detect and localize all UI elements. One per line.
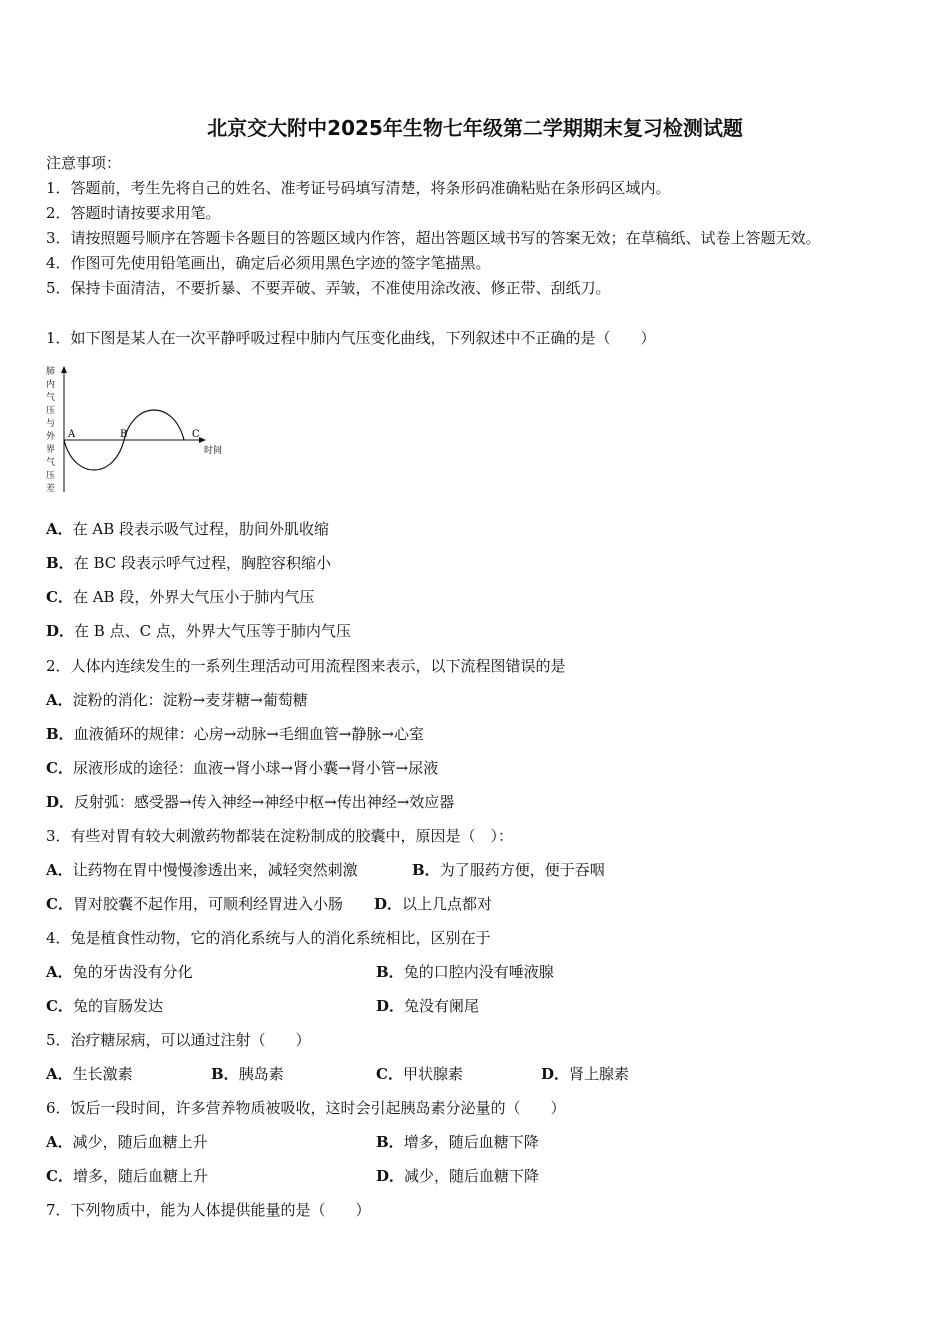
y-axis-label bbox=[46, 365, 56, 494]
question-1-stem: 1．如下图是某人在一次平静呼吸过程中肺内气压变化曲线，下列叙述中不正确的是（ ） bbox=[46, 329, 656, 347]
q6-option-c: C．增多，随后血糖上升 bbox=[46, 1167, 208, 1185]
q4-option-a: A．兔的牙齿没有分化 bbox=[46, 963, 193, 981]
y-axis-arrow-icon bbox=[61, 366, 67, 373]
y-label-char: 与 bbox=[46, 419, 56, 429]
x-axis-arrow-icon bbox=[199, 437, 206, 443]
question-5-stem: 5．治疗糖尿病，可以通过注射（ ） bbox=[46, 1031, 311, 1049]
q4-option-c: C．兔的盲肠发达 bbox=[46, 997, 163, 1015]
question-4-stem: 4．兔是植食性动物，它的消化系统与人的消化系统相比，区别在于 bbox=[46, 929, 491, 947]
x-axis-label: 时间 bbox=[204, 446, 223, 456]
point-label: A bbox=[68, 429, 76, 440]
y-label-char: 压 bbox=[46, 471, 56, 481]
q3-option-b: B．为了服药方便，便于吞咽 bbox=[412, 861, 605, 879]
note-item: 1．答题前，考生先将自己的姓名、准考证号码填写清楚，将条形码准确粘贴在条形码区域内。 bbox=[46, 179, 671, 197]
question-3-stem: 3．有些对胃有较大刺激药物都装在淀粉制成的胶囊中，原因是（ ）： bbox=[46, 827, 514, 845]
y-label-char: 肺 bbox=[46, 367, 56, 377]
y-label-char: 界 bbox=[46, 445, 56, 455]
q4-option-b: B．兔的口腔内没有唾液腺 bbox=[376, 963, 554, 981]
notes-heading: 注意事项： bbox=[46, 154, 122, 172]
y-label-char: 气 bbox=[46, 393, 56, 403]
q2-option-a: A．淀粉的消化：淀粉→麦芽糖→葡萄糖 bbox=[46, 691, 308, 709]
page-title: 北京交大附中2025年生物七年级第二学期期末复习检测试题 bbox=[207, 116, 743, 140]
note-item: 2．答题时请按要求用笔。 bbox=[46, 204, 221, 222]
note-item: 4．作图可先使用铅笔画出，确定后必须用黑色字迹的签字笔描黑。 bbox=[46, 254, 491, 272]
note-item: 3．请按照题号顺序在答题卡各题目的答题区域内作答，超出答题区域书写的答案无效；在草稿纸、试卷上答题无效。 bbox=[46, 229, 821, 247]
q3-option-d: D．以上几点都对 bbox=[374, 895, 493, 913]
q1-option-b: B．在 BC 段表示呼气过程，胸腔容积缩小 bbox=[46, 554, 332, 572]
note-item: 5．保持卡面清洁，不要折暴、不要弄破、弄皱，不准使用涂改液、修正带、刮纸刀。 bbox=[46, 279, 611, 297]
q3-option-a: A．让药物在胃中慢慢渗透出来，减轻突然刺激 bbox=[46, 861, 358, 879]
q5-option-d: D．肾上腺素 bbox=[541, 1065, 630, 1083]
y-label-char: 差 bbox=[46, 484, 56, 494]
q1-option-d: D．在 B 点、C 点，外界大气压等于肺内气压 bbox=[46, 622, 351, 640]
question-2-stem: 2．人体内连续发生的一系列生理活动可用流程图来表示，以下流程图错误的是 bbox=[46, 657, 566, 675]
q1-option-c: C．在 AB 段，外界大气压小于肺内气压 bbox=[46, 588, 315, 606]
q6-option-d: D．减少，随后血糖下降 bbox=[376, 1167, 540, 1185]
y-label-char: 气 bbox=[46, 458, 56, 468]
q3-option-c: C．胃对胶囊不起作用，可顺利经胃进入小肠 bbox=[46, 895, 343, 913]
q2-option-b: B．血液循环的规律：心房→动脉→毛细血管→静脉→心室 bbox=[46, 725, 424, 743]
y-label-char: 外 bbox=[46, 432, 56, 442]
y-label-char: 内 bbox=[46, 380, 56, 390]
q6-option-a: A．减少，随后血糖上升 bbox=[46, 1133, 208, 1151]
question-6-stem: 6．饭后一段时间，许多营养物质被吸收，这时会引起胰岛素分泌量的（ ） bbox=[46, 1099, 566, 1117]
question-7-stem: 7．下列物质中，能为人体提供能量的是（ ） bbox=[46, 1201, 371, 1219]
q2-option-c: C．尿液形成的途径：血液→肾小球→肾小囊→肾小管→尿液 bbox=[46, 759, 439, 777]
q5-option-c: C．甲状腺素 bbox=[376, 1065, 463, 1083]
q2-option-d: D．反射弧：感受器→传入神经→神经中枢→传出神经→效应器 bbox=[46, 793, 455, 811]
point-label: C bbox=[192, 429, 200, 440]
q4-option-d: D．兔没有阑尾 bbox=[376, 997, 480, 1015]
y-label-char: 压 bbox=[46, 406, 56, 416]
pressure-curve-figure bbox=[38, 362, 238, 497]
q5-option-b: B．胰岛素 bbox=[211, 1065, 284, 1083]
point-label: B bbox=[120, 429, 128, 440]
q5-option-a: A．生长激素 bbox=[46, 1065, 133, 1083]
q1-option-a: A．在 AB 段表示吸气过程，肋间外肌收缩 bbox=[46, 520, 330, 538]
q6-option-b: B．增多，随后血糖下降 bbox=[376, 1133, 539, 1151]
